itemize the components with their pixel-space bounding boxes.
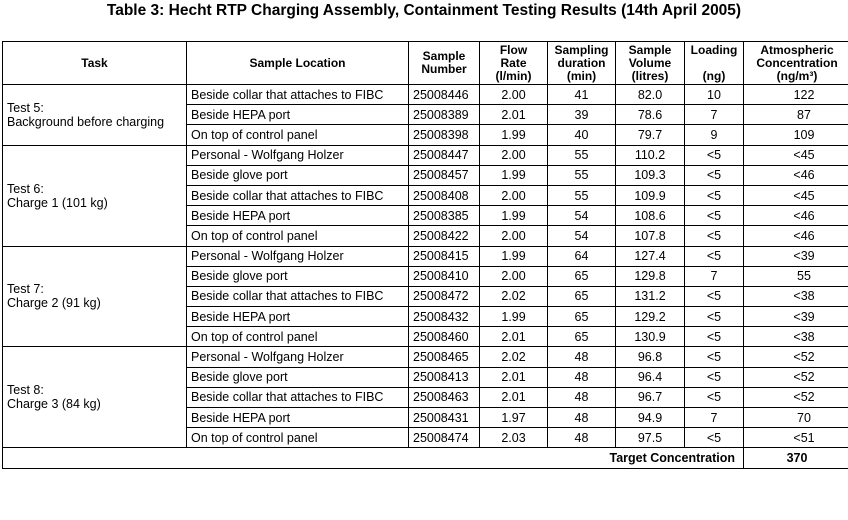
flow-cell: 2.03 [480, 428, 548, 448]
table-row [3, 145, 848, 165]
conc-cell: <52 [744, 387, 848, 407]
location-cell: Beside collar that attaches to FIBC [187, 185, 409, 205]
flow-cell: 2.01 [480, 327, 548, 347]
task-text: Charge 1 (101 kg) [7, 195, 108, 210]
task-cell [3, 85, 187, 146]
header-duration: Sampling duration (min) [548, 42, 616, 85]
conc-cell: <39 [744, 307, 848, 327]
conc-cell: <52 [744, 367, 848, 387]
header-row [3, 42, 848, 85]
duration-cell: 65 [548, 307, 616, 327]
results-table [2, 41, 848, 469]
volume-cell: 131.2 [616, 286, 685, 306]
flow-cell: 1.99 [480, 307, 548, 327]
location-cell: Beside HEPA port [187, 105, 409, 125]
number-cell: 25008432 [409, 307, 480, 327]
conc-cell: 70 [744, 408, 848, 428]
target-value: 370 [744, 448, 848, 469]
task-text: Background before charging [7, 114, 165, 129]
loading-cell: 7 [685, 105, 744, 125]
flow-cell: 2.00 [480, 266, 548, 286]
table-title: Table 3: Hecht RTP Charging Assembly, Containment Testing Results (14th April 2005) [106, 2, 742, 19]
task-text: Test 5: [7, 100, 44, 115]
volume-cell: 82.0 [616, 85, 685, 105]
header-number: Sample Number [409, 42, 480, 85]
number-cell: 25008408 [409, 185, 480, 205]
loading-cell: <5 [685, 145, 744, 165]
number-cell: 25008385 [409, 206, 480, 226]
location-cell: Beside glove port [187, 266, 409, 286]
task-cell [3, 145, 187, 246]
flow-cell: 1.99 [480, 206, 548, 226]
location-cell: On top of control panel [187, 226, 409, 246]
header-flow: Flow Rate (l/min) [480, 42, 548, 85]
duration-cell: 39 [548, 105, 616, 125]
number-cell: 25008457 [409, 165, 480, 185]
duration-cell: 54 [548, 206, 616, 226]
number-cell: 25008389 [409, 105, 480, 125]
volume-cell: 78.6 [616, 105, 685, 125]
volume-cell: 79.7 [616, 125, 685, 145]
duration-cell: 40 [548, 125, 616, 145]
volume-cell: 109.9 [616, 185, 685, 205]
duration-cell: 65 [548, 286, 616, 306]
volume-cell: 96.7 [616, 387, 685, 407]
conc-cell: <38 [744, 286, 848, 306]
duration-cell: 48 [548, 347, 616, 367]
duration-cell: 65 [548, 266, 616, 286]
location-cell: Beside collar that attaches to FIBC [187, 387, 409, 407]
number-cell: 25008422 [409, 226, 480, 246]
conc-cell: <46 [744, 206, 848, 226]
flow-cell: 2.00 [480, 226, 548, 246]
loading-cell: <5 [685, 428, 744, 448]
loading-cell: 10 [685, 85, 744, 105]
conc-cell: 55 [744, 266, 848, 286]
number-cell: 25008410 [409, 266, 480, 286]
location-cell: On top of control panel [187, 125, 409, 145]
duration-cell: 55 [548, 165, 616, 185]
header-task: Task [3, 42, 187, 85]
duration-cell: 48 [548, 408, 616, 428]
table-row [3, 85, 848, 105]
location-cell: Personal - Wolfgang Holzer [187, 145, 409, 165]
header-loading: Loading (ng) [685, 42, 744, 85]
volume-cell: 110.2 [616, 145, 685, 165]
duration-cell: 48 [548, 428, 616, 448]
loading-cell: 9 [685, 125, 744, 145]
duration-cell: 65 [548, 327, 616, 347]
conc-cell: 87 [744, 105, 848, 125]
flow-cell: 2.00 [480, 185, 548, 205]
loading-cell: <5 [685, 185, 744, 205]
loading-cell: <5 [685, 307, 744, 327]
task-text: Test 6: [7, 181, 44, 196]
location-cell: Beside collar that attaches to FIBC [187, 286, 409, 306]
number-cell: 25008398 [409, 125, 480, 145]
conc-cell: <51 [744, 428, 848, 448]
loading-cell: <5 [685, 246, 744, 266]
number-cell: 25008415 [409, 246, 480, 266]
volume-cell: 108.6 [616, 206, 685, 226]
flow-cell: 1.99 [480, 165, 548, 185]
flow-cell: 2.02 [480, 347, 548, 367]
flow-cell: 2.01 [480, 367, 548, 387]
volume-cell: 94.9 [616, 408, 685, 428]
loading-cell: <5 [685, 206, 744, 226]
duration-cell: 55 [548, 145, 616, 165]
number-cell: 25008472 [409, 286, 480, 306]
flow-cell: 2.00 [480, 85, 548, 105]
duration-cell: 48 [548, 367, 616, 387]
conc-cell: <45 [744, 185, 848, 205]
location-cell: Beside HEPA port [187, 307, 409, 327]
number-cell: 25008413 [409, 367, 480, 387]
flow-cell: 2.00 [480, 145, 548, 165]
conc-cell: 109 [744, 125, 848, 145]
volume-cell: 129.2 [616, 307, 685, 327]
loading-cell: <5 [685, 327, 744, 347]
loading-cell: 7 [685, 266, 744, 286]
flow-cell: 2.02 [480, 286, 548, 306]
volume-cell: 129.8 [616, 266, 685, 286]
volume-cell: 96.4 [616, 367, 685, 387]
task-text: Charge 3 (84 kg) [7, 397, 101, 412]
loading-cell: <5 [685, 387, 744, 407]
number-cell: 25008463 [409, 387, 480, 407]
conc-cell: <46 [744, 165, 848, 185]
volume-cell: 97.5 [616, 428, 685, 448]
location-cell: Beside HEPA port [187, 206, 409, 226]
loading-cell: 7 [685, 408, 744, 428]
loading-cell: <5 [685, 286, 744, 306]
duration-cell: 41 [548, 85, 616, 105]
header-volume: Sample Volume (litres) [616, 42, 685, 85]
volume-cell: 127.4 [616, 246, 685, 266]
location-cell: Beside collar that attaches to FIBC [187, 85, 409, 105]
conc-cell: <45 [744, 145, 848, 165]
task-cell [3, 246, 187, 347]
number-cell: 25008447 [409, 145, 480, 165]
target-label: Target Concentration [3, 448, 744, 469]
number-cell: 25008431 [409, 408, 480, 428]
duration-cell: 48 [548, 387, 616, 407]
number-cell: 25008474 [409, 428, 480, 448]
location-cell: Beside glove port [187, 367, 409, 387]
flow-cell: 2.01 [480, 387, 548, 407]
table-row [3, 246, 848, 266]
location-cell: On top of control panel [187, 428, 409, 448]
task-text: Charge 2 (91 kg) [7, 296, 101, 311]
header-concentration: Atmospheric Concentration (ng/m³) [744, 42, 848, 85]
volume-cell: 107.8 [616, 226, 685, 246]
duration-cell: 64 [548, 246, 616, 266]
task-text: Test 8: [7, 383, 44, 398]
table-body [3, 85, 848, 469]
table-row [3, 347, 848, 367]
target-row [3, 448, 848, 469]
flow-cell: 1.99 [480, 125, 548, 145]
header-location: Sample Location [187, 42, 409, 85]
conc-cell: <39 [744, 246, 848, 266]
loading-cell: <5 [685, 347, 744, 367]
number-cell: 25008460 [409, 327, 480, 347]
number-cell: 25008446 [409, 85, 480, 105]
volume-cell: 109.3 [616, 165, 685, 185]
loading-cell: <5 [685, 226, 744, 246]
loading-cell: <5 [685, 165, 744, 185]
duration-cell: 54 [548, 226, 616, 246]
location-cell: Personal - Wolfgang Holzer [187, 246, 409, 266]
duration-cell: 55 [548, 185, 616, 205]
task-text: Test 7: [7, 282, 44, 297]
loading-cell: <5 [685, 367, 744, 387]
flow-cell: 1.97 [480, 408, 548, 428]
conc-cell: <46 [744, 226, 848, 246]
conc-cell: 122 [744, 85, 848, 105]
location-cell: Beside glove port [187, 165, 409, 185]
volume-cell: 130.9 [616, 327, 685, 347]
volume-cell: 96.8 [616, 347, 685, 367]
location-cell: Personal - Wolfgang Holzer [187, 347, 409, 367]
conc-cell: <52 [744, 347, 848, 367]
conc-cell: <38 [744, 327, 848, 347]
location-cell: Beside HEPA port [187, 408, 409, 428]
number-cell: 25008465 [409, 347, 480, 367]
flow-cell: 2.01 [480, 105, 548, 125]
task-cell [3, 347, 187, 448]
location-cell: On top of control panel [187, 327, 409, 347]
flow-cell: 1.99 [480, 246, 548, 266]
